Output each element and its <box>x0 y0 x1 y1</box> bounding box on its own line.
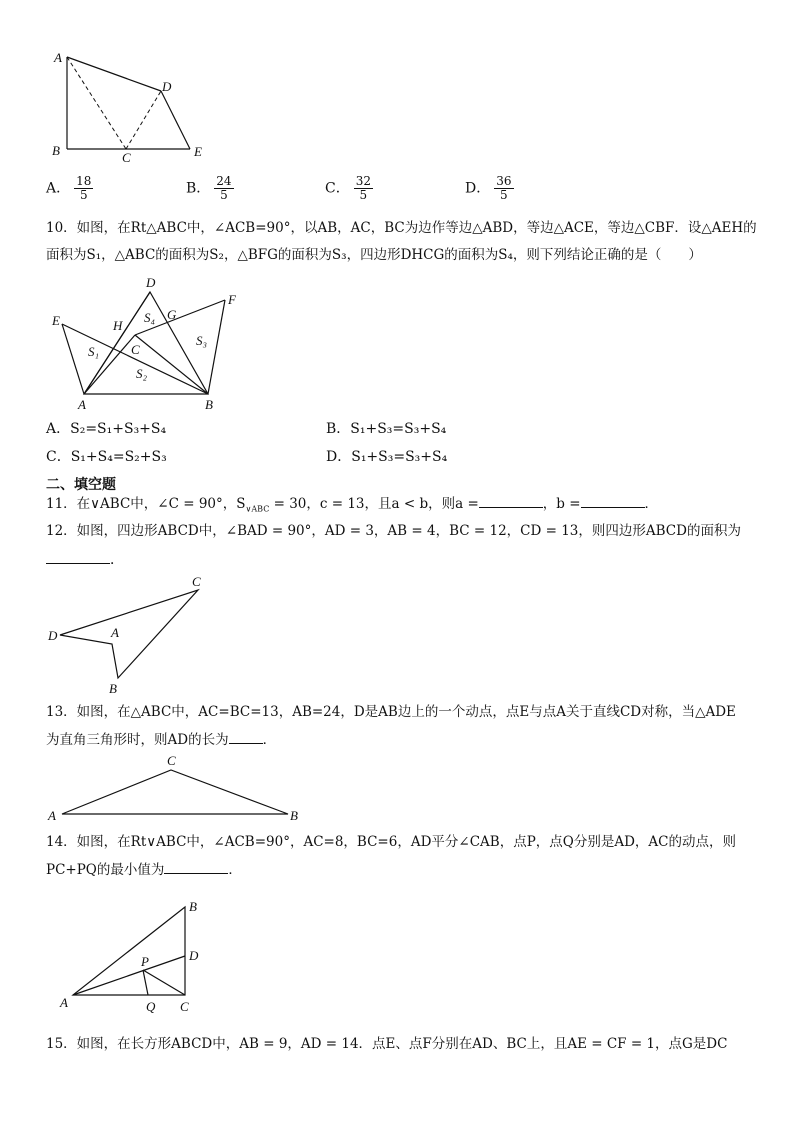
figure-q12 <box>40 572 220 698</box>
label-S1: S₁ <box>88 344 100 359</box>
q14-line-1: 14．如图，在Rt∨ABC中，∠ACB=90°，AC=8，BC=6，AD平分∠CAB，点P，点Q分别是AD，AC的动点，则 <box>46 834 737 850</box>
label-A: A <box>111 625 119 640</box>
label-C: C <box>192 574 201 589</box>
answer-blank[interactable] <box>164 873 228 874</box>
label-H: H <box>113 318 123 333</box>
figure-q9 <box>40 45 220 170</box>
q10-option-c: C．S₁+S₄=S₂+S₃ <box>46 449 167 465</box>
label-F: F <box>228 292 236 307</box>
q14-line-2: PC+PQ的最小值为 ． <box>46 862 242 878</box>
figure-q14 <box>40 895 220 1020</box>
q10-option-a: A．S₂=S₁+S₃+S₄ <box>46 421 167 437</box>
answer-blank-b[interactable] <box>581 507 645 508</box>
label-E: E <box>52 313 60 328</box>
q9-option-a: A． $\frac{18}{5}$ <box>46 174 92 202</box>
q10-line-1: 10．如图，在Rt△ABC中，∠ACB=90°，以AB，AC，BC为边作等边△ABD，等边△ACE，等边△CBF．设△AEH的 <box>46 220 757 236</box>
q13-line-2: 为直角三角形时，则AD的长为 ． <box>46 732 277 748</box>
q13-line-1: 13．如图，在△ABC中，AC=BC=13，AB=24，D是AB边上的一个动点，点E与点A关于直线CD对称，当△ADE <box>46 704 736 720</box>
label-D: D <box>189 948 199 963</box>
label-C: C <box>131 342 140 357</box>
label-C: C <box>122 150 131 165</box>
label-G: G <box>167 307 177 322</box>
label-A: A <box>54 50 62 65</box>
label-D: D <box>146 275 156 290</box>
label-Q: Q <box>146 999 156 1014</box>
label-A: A <box>78 397 86 412</box>
q10-option-b: B．S₁+S₃=S₃+S₄ <box>326 421 447 437</box>
label-S2: S₂ <box>136 366 148 381</box>
answer-blank[interactable] <box>46 563 110 564</box>
q12-line-1: 12．如图，四边形ABCD中，∠BAD = 90°，AD = 3，AB = 4，BC = 12，CD = 13，则四边形ABCD的面积为 <box>46 523 741 539</box>
label-B: B <box>52 143 60 158</box>
label-S4: S₄ <box>144 310 156 325</box>
label-A: A <box>60 995 68 1010</box>
q10-option-d: D．S₁+S₃=S₃+S₄ <box>326 449 448 465</box>
q9-option-c: C． $\frac{32}{5}$ <box>325 174 371 202</box>
q11: 11．在∨ABC中，∠C = 90°，$S_{\vee ABC} = 30$，c = 13，且a < b，则a = ，b = ． <box>46 496 659 514</box>
label-A: A <box>48 808 56 823</box>
label-P: P <box>141 954 149 969</box>
q9-option-b: B． $\frac{24}{5}$ <box>186 174 232 202</box>
label-B: B <box>189 899 197 914</box>
q15-line-1: 15．如图，在长方形ABCD中，AB = 9，AD = 14．点E、点F分别在AD、BC上，且AE = CF = 1，点G是DC <box>46 1036 728 1052</box>
label-C: C <box>180 999 189 1014</box>
q12-line-2: ． <box>46 550 124 570</box>
label-B: B <box>205 397 213 412</box>
label-S3: S₃ <box>196 333 208 348</box>
label-B: B <box>109 681 117 696</box>
answer-blank[interactable] <box>229 743 263 744</box>
label-E: E <box>194 144 202 159</box>
q9-option-d: D． $\frac{36}{5}$ <box>465 174 512 202</box>
label-C: C <box>167 753 176 768</box>
label-D: D <box>48 628 58 643</box>
answer-blank-a[interactable] <box>479 507 543 508</box>
label-D: D <box>162 79 172 94</box>
section-title: 二、填空题 <box>46 477 116 493</box>
figure-q13 <box>40 752 310 827</box>
q10-line-2: 面积为S₁，△ABC的面积为S₂，△BFG的面积为S₃，四边形DHCG的面积为S₄，则下列结论正确的是（ ） <box>46 247 702 263</box>
figure-q10 <box>40 270 250 415</box>
label-B: B <box>290 808 298 823</box>
